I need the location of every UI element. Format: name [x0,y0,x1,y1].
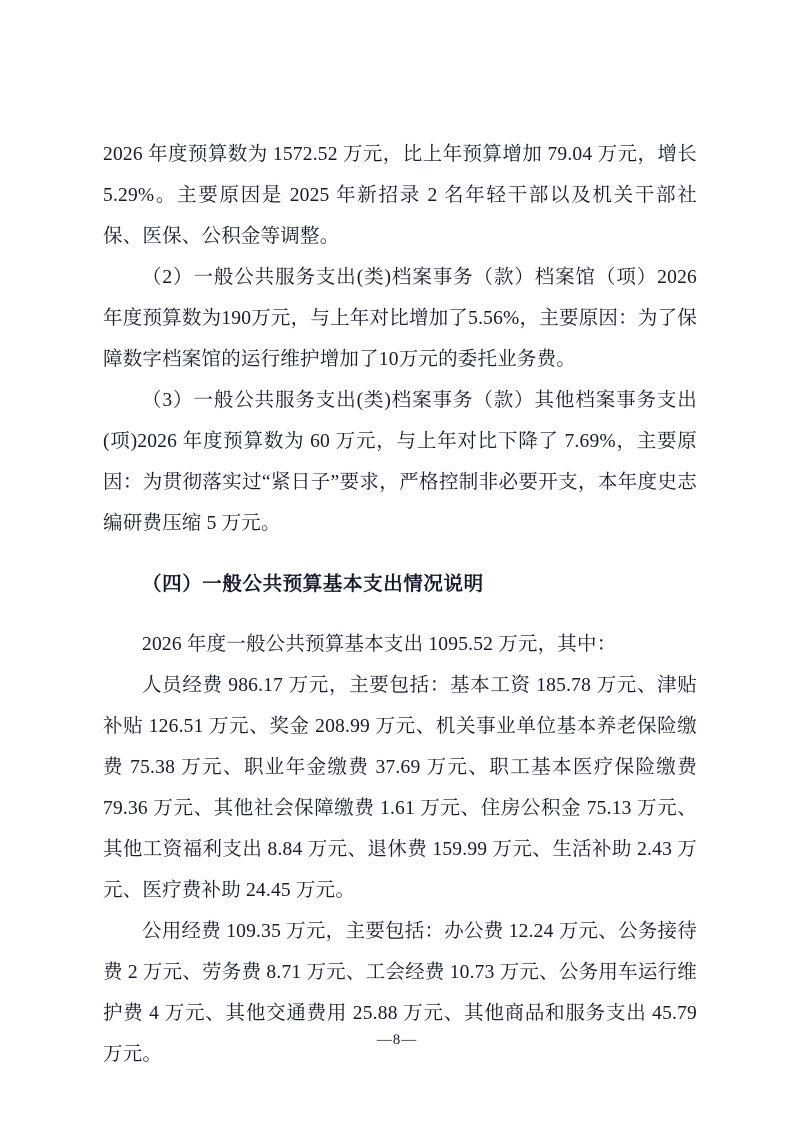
paragraph-archive-hall-item: （2）一般公共服务支出(类)档案事务（款）档案馆（项）2026年度预算数为190万元，与上年对比增加了5.56%，主要原因：为了保障数字档案馆的运行维护增加了10万元的委托业务费。 [103,267,697,370]
section-heading-basic-expenditure: （四）一般公共预算基本支出情况说明 [142,573,484,595]
page-number: —8— [376,1032,418,1048]
paragraph-public-expenses: 公用经费 109.35 万元，主要包括：办公费 12.24 万元、公务接待费 2 万元、劳务费 8.71 万元、工会经费 10.73 万元、公务用车运行维护费 4 万元、其他交通费用 25.88 万元、其他商品和服务支出 45.79 万元。 [103,921,697,1065]
paragraph-other-archive-affairs: （3）一般公共服务支出(类)档案事务（款）其他档案事务支出(项)2026 年度预算数为 60 万元，与上年对比下降了 7.69%，主要原因：为贯彻落实过“紧日子”要求，严格控制非必要开支，本年度史志编研费压缩 5 万元。 [103,390,697,534]
paragraph-personnel-expenses: 人员经费 986.17 万元，主要包括：基本工资 185.78 万元、津贴补贴 126.51 万元、奖金 208.99 万元、机关事业单位基本养老保险缴费 75.38 万元、职业年金缴费 37.69 万元、职工基本医疗保险缴费 79.36 万元、其他社会保障缴费 1.61 万元、住房公积金 75.13 万元、其他工资福利支出 8.84 万元、退休费 159.99 万元、生活补助 2.43 万元、医疗费补助 24.45 万元。 [103,675,697,901]
paragraph-basic-expenditure-total: 2026 年度一般公共预算基本支出 1095.52 万元，其中： [142,634,617,655]
paragraph-budget-2026-total: 2026 年度预算数为 1572.52 万元，比上年预算增加 79.04 万元，增长 5.29%。主要原因是 2025 年新招录 2 名年轻干部以及机关干部社保、医保、公积金等调整。 [103,144,697,247]
page-body [103,134,697,1075]
